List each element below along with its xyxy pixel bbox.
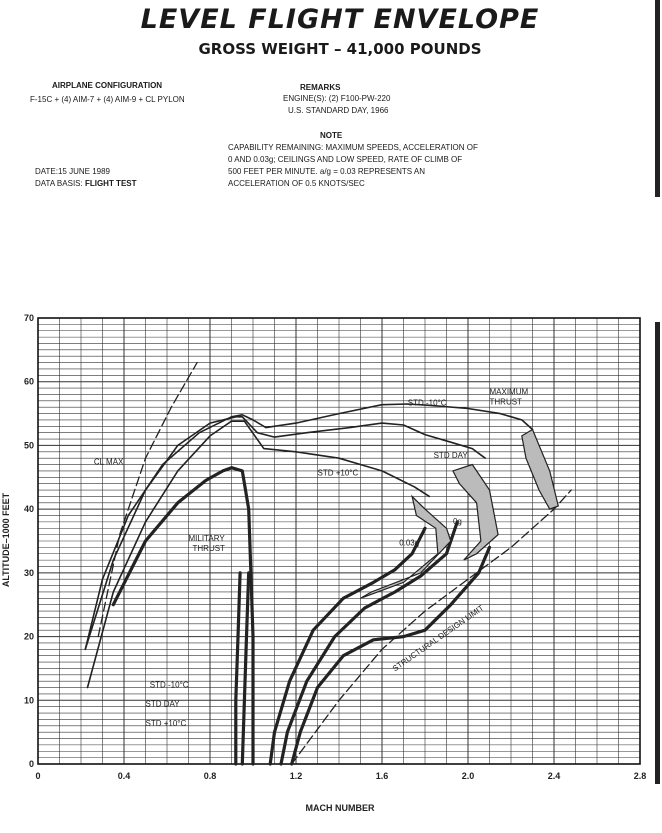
x-tick-label: 2.8 [633,771,647,781]
annotation-label: CL MAX [93,457,124,467]
y-tick-label: 10 [23,695,34,706]
annotation-label: STD +10°C [145,718,187,728]
note-line-2: 0 AND 0.03g; CEILINGS AND LOW SPEED, RATE OF CLIMB OF [228,155,463,164]
y-tick-label: 40 [23,504,34,515]
x-tick-label: 2.0 [461,771,475,781]
y-axis-label: ALTITUDE–1000 FEET [1,492,11,588]
note-heading: NOTE [320,131,343,140]
envelope-curve-8 [270,528,425,764]
y-tick-label: 60 [23,376,34,387]
annotation-label: STD -10°C [407,398,447,408]
annotation-label: STD DAY [433,451,468,461]
annotation-label: 0g [452,516,462,526]
remarks-line-1: ENGINE(S): (2) F100-PW-220 [283,94,391,103]
y-tick-label: 30 [23,567,34,578]
annotation-label: MILITARY THRUST [188,534,225,553]
x-tick-label: 1.6 [375,771,389,781]
data-basis-label: DATA BASIS: [35,179,85,188]
y-tick-label: 0 [28,759,34,769]
x-axis-label: MACH NUMBER [305,803,375,813]
chart-subtitle: GROSS WEIGHT – 41,000 POUNDS [198,40,482,58]
x-tick-label: 2.4 [547,771,561,781]
y-tick-label: 20 [23,631,34,642]
x-tick-label: 0.8 [203,771,217,781]
annotation-label: MAXIMUM THRUST [489,387,529,407]
stipple-band [522,430,559,510]
annotation-label: 0.03g [399,538,420,548]
x-tick-label: 0.4 [117,771,131,781]
annotation-label: STRUCTURAL DESIGN LIMIT [390,603,486,674]
chart-title: LEVEL FLIGHT ENVELOPE [140,4,540,35]
y-tick-label: 70 [23,313,34,323]
note-line-4: ACCELERATION OF 0.5 KNOTS/SEC [228,179,365,188]
x-tick-label: 0 [35,771,41,781]
envelope-curve-11 [292,490,572,764]
remarks-heading: REMARKS [300,83,341,92]
remarks-line-2: U.S. STANDARD DAY, 1966 [288,106,389,115]
data-basis-value: FLIGHT TEST [84,179,137,188]
config-heading: AIRPLANE CONFIGURATION [52,81,163,90]
annotation-label: STD -10°C [149,680,189,690]
date-text: DATE:15 JUNE 1989 [35,167,110,176]
x-tick-label: 1.2 [289,771,303,781]
annotation-label: STD +10°C [317,468,359,478]
chart-grid [38,318,640,764]
config-text: F-15C + (4) AIM-7 + (4) AIM-9 + CL PYLON [30,95,185,104]
note-line-3: 500 FEET PER MINUTE. a/g = 0.03 REPRESENTS AN [228,167,426,176]
chart-marks [85,363,571,764]
y-tick-label: 50 [23,440,34,451]
note-line-1: CAPABILITY REMAINING: MAXIMUM SPEEDS, ACCELERATION OF [228,143,478,152]
stipple-band [453,465,498,561]
annotation-label: STD DAY [145,699,180,709]
